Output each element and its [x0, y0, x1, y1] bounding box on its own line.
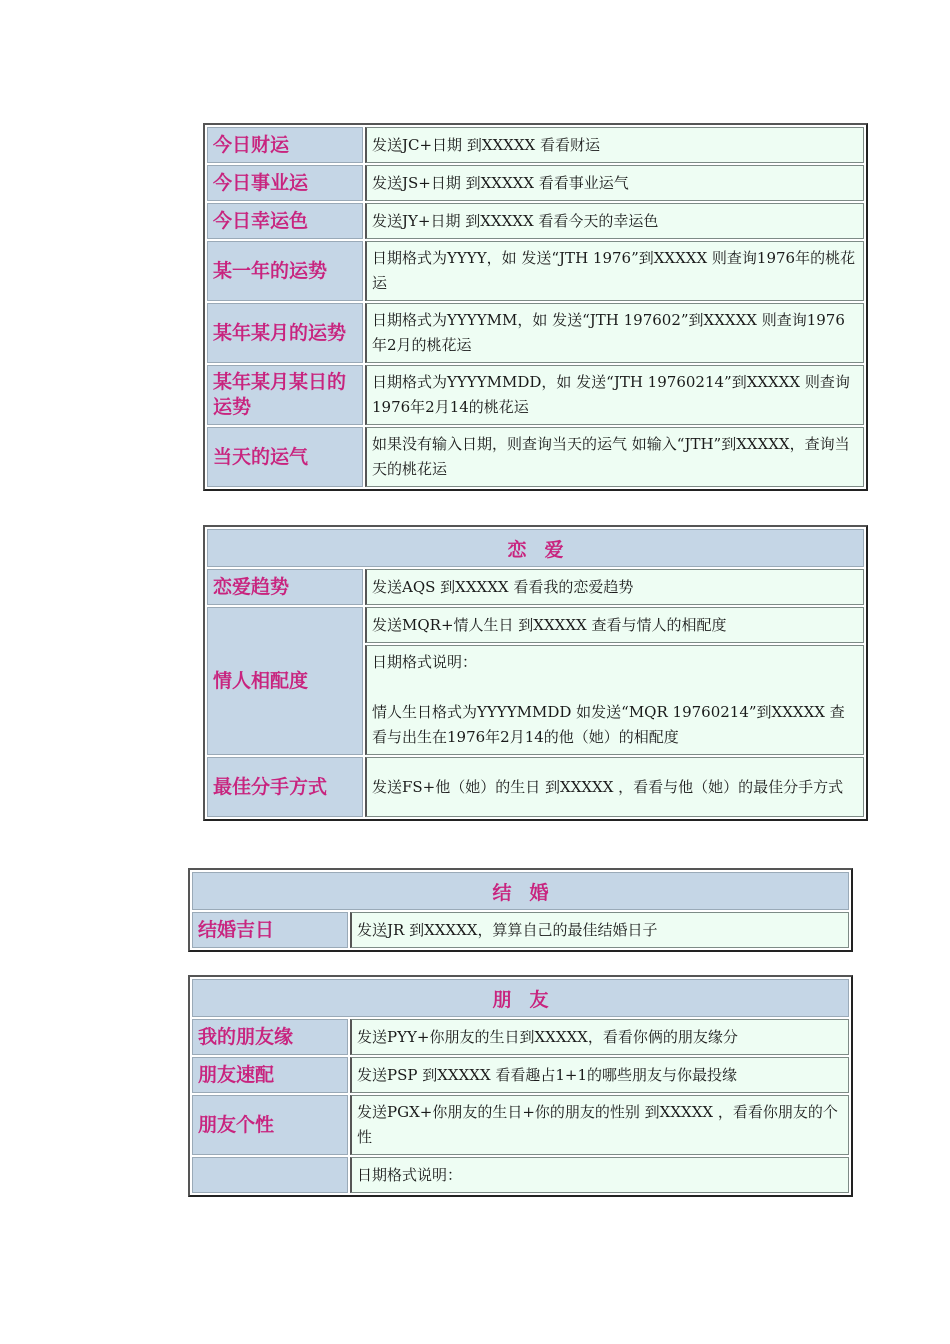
table-header-row	[192, 979, 849, 1017]
row-label: 今日幸运色	[207, 203, 363, 239]
row-label: 某一年的运势	[207, 241, 363, 301]
row-desc: 发送JY+日期 到XXXXX 看看今天的幸运色	[365, 203, 864, 239]
row-desc: 发送FS+他（她）的生日 到XXXXX ，看看与他（她）的最佳分手方式	[365, 757, 864, 817]
row-desc: 日期格式为YYYY，如 发送“JTH 1976”到XXXXX 则查询1976年的桃花运	[365, 241, 864, 301]
table-row	[207, 427, 864, 487]
row-desc: 发送JR 到XXXXX，算算自己的最佳结婚日子	[350, 912, 849, 948]
table-row	[207, 365, 864, 425]
marriage-table	[188, 868, 853, 952]
table-row	[207, 203, 864, 239]
row-desc: 发送PGX+你朋友的生日+你的朋友的性别 到XXXXX ，看看你朋友的个性	[350, 1095, 849, 1155]
row-label: 我的朋友缘	[192, 1019, 348, 1055]
row-desc: 发送JS+日期 到XXXXX 看看事业运气	[365, 165, 864, 201]
row-desc-note	[365, 645, 864, 755]
table-row	[192, 1057, 849, 1093]
section-header: 结婚	[192, 872, 849, 910]
row-label: 最佳分手方式	[207, 757, 363, 817]
section-header: 恋爱	[207, 529, 864, 567]
row-label: 当天的运气	[207, 427, 363, 487]
row-label: 今日财运	[207, 127, 363, 163]
note-title: 日期格式说明：	[372, 653, 478, 671]
table-row	[192, 1095, 849, 1155]
table-row	[207, 127, 864, 163]
table-row	[207, 607, 864, 643]
table-row	[207, 165, 864, 201]
row-desc: 发送PSP 到XXXXX 看看趣占1+1的哪些朋友与你最投缘	[350, 1057, 849, 1093]
table-row	[192, 912, 849, 948]
love-table	[203, 525, 868, 821]
row-label: 情人相配度	[207, 607, 363, 755]
row-desc: 发送PYY+你朋友的生日到XXXXX，看看你俩的朋友缘分	[350, 1019, 849, 1055]
fortune-table	[203, 123, 868, 491]
row-label: 结婚吉日	[192, 912, 348, 948]
friends-table	[188, 975, 853, 1197]
table-row	[192, 1019, 849, 1055]
table-row	[207, 303, 864, 363]
table-header-row	[207, 529, 864, 567]
row-label: 今日事业运	[207, 165, 363, 201]
row-label: 朋友个性	[192, 1095, 348, 1155]
row-label: 某年某月的运势	[207, 303, 363, 363]
row-desc: 发送AQS 到XXXXX 看看我的恋爱趋势	[365, 569, 864, 605]
table-row	[207, 241, 864, 301]
section-header: 朋友	[192, 979, 849, 1017]
row-label-empty	[192, 1157, 348, 1193]
row-desc: 日期格式为YYYYMMDD，如 发送“JTH 19760214”到XXXXX 则查询1976年2月14的桃花运	[365, 365, 864, 425]
row-desc: 日期格式说明：	[350, 1157, 849, 1193]
row-desc: 日期格式为YYYYMM，如 发送“JTH 197602”到XXXXX 则查询1976年2月的桃花运	[365, 303, 864, 363]
note-body: 情人生日格式为YYYYMMDD 如发送“MQR 19760214”到XXXXX 查看与出生在1976年2月14的他（她）的相配度	[372, 703, 845, 746]
row-label: 恋爱趋势	[207, 569, 363, 605]
table-row	[192, 1157, 849, 1193]
row-desc: 如果没有输入日期，则查询当天的运气 如输入“JTH”到XXXXX，查询当天的桃花运	[365, 427, 864, 487]
table-header-row	[192, 872, 849, 910]
table-row	[207, 757, 864, 817]
table-row	[207, 569, 864, 605]
row-label: 朋友速配	[192, 1057, 348, 1093]
row-label: 某年某月某日的运势	[207, 365, 363, 425]
row-desc: 发送JC+日期 到XXXXX 看看财运	[365, 127, 864, 163]
row-desc: 发送MQR+情人生日 到XXXXX 查看与情人的相配度	[365, 607, 864, 643]
